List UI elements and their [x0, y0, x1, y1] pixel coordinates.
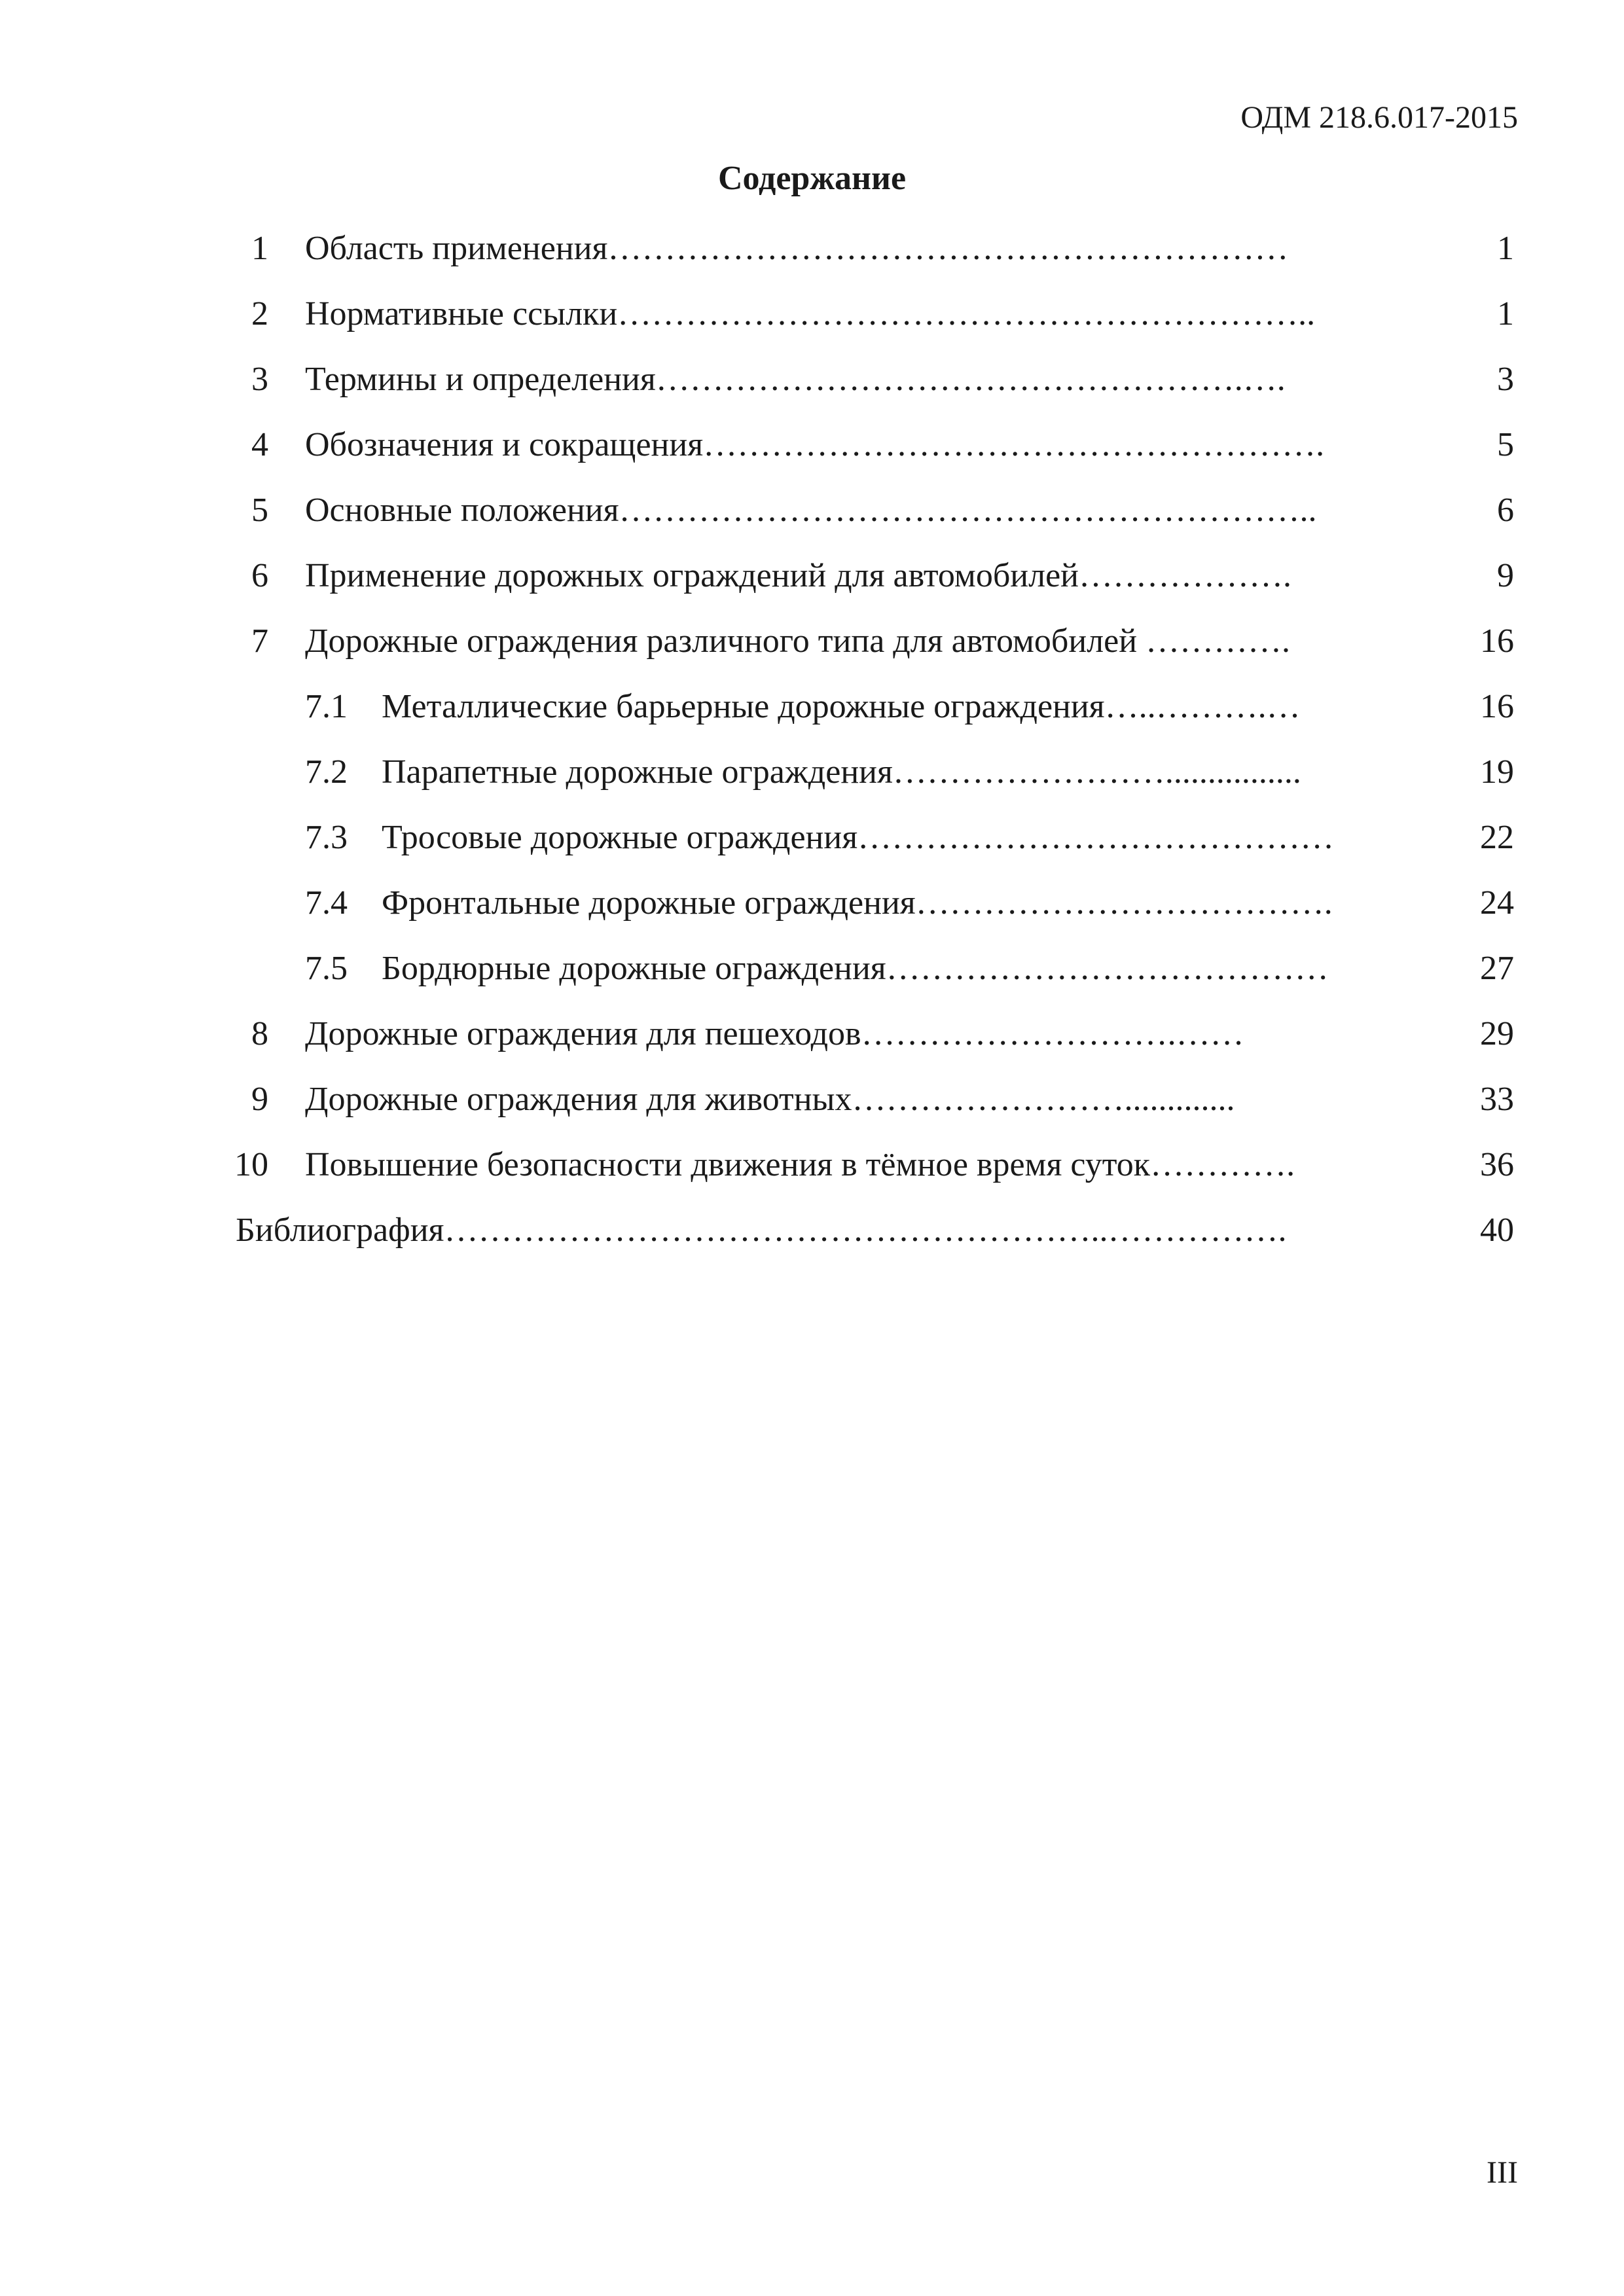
toc-entry-title: Термины и определения…………………………………………….….	[305, 361, 1286, 398]
toc-entry-10[interactable]	[0, 1132, 1624, 1198]
toc-entry-3[interactable]	[0, 347, 1624, 412]
toc-entry-5[interactable]	[0, 478, 1624, 543]
toc-entry-title: Дорожные ограждения для животных…………………….............	[305, 1081, 1235, 1118]
toc-entry-7-3[interactable]	[0, 805, 1624, 870]
toc-entry-title: Металлические барьерные дорожные ограждения…..……….…	[382, 688, 1301, 725]
toc-entry-6[interactable]	[0, 543, 1624, 609]
toc-entry-title: Повышение безопасности движения в тёмное время суток………….	[305, 1146, 1295, 1183]
toc-entry-title: Дорожные ограждения различного типа для автомобилей ………….	[305, 622, 1291, 660]
toc-entry-title: Нормативные ссылки……………………………………………………..	[305, 295, 1316, 332]
toc-entry-8[interactable]	[0, 1001, 1624, 1067]
toc-subentry-number: 7.5	[305, 950, 348, 987]
toc-entry-title: Бордюрные дорожные ограждения…………………………………	[382, 950, 1329, 987]
toc-entry-page: 16	[1480, 622, 1514, 660]
toc-entry-number: 8	[251, 1015, 268, 1052]
toc-entry-page: 36	[1480, 1146, 1514, 1183]
toc-entry-7[interactable]	[0, 609, 1624, 674]
toc-entry-page: 6	[1497, 492, 1514, 529]
toc-entry-page: 19	[1480, 753, 1514, 791]
document-code: ОДМ 218.6.017-2015	[1240, 100, 1518, 135]
toc-entry-page: 22	[1480, 819, 1514, 856]
toc-entry-title: Применение дорожных ограждений для автомобилей……………….	[305, 557, 1291, 594]
toc-entry-9[interactable]	[0, 1067, 1624, 1132]
toc-subentry-number: 7.1	[305, 688, 348, 725]
toc-title: Содержание	[717, 160, 907, 197]
toc-entry-title: Парапетные дорожные ограждения……………………................	[382, 753, 1301, 791]
toc-entry-7-2[interactable]	[0, 740, 1624, 805]
toc-entry-number: 5	[251, 492, 268, 529]
toc-entry-page: 27	[1480, 950, 1514, 987]
toc-entry-page: 1	[1497, 230, 1514, 267]
toc-subentry-number: 7.4	[305, 884, 348, 922]
toc-entry-1[interactable]	[0, 216, 1624, 281]
toc-entry-number: 3	[251, 361, 268, 398]
toc-entry-title: Фронтальные дорожные ограждения……………………………….	[382, 884, 1333, 922]
toc-entry-page: 1	[1497, 295, 1514, 332]
toc-entry-number: 7	[251, 622, 268, 660]
toc-entry-page: 33	[1480, 1081, 1514, 1118]
toc-subentry-number: 7.3	[305, 819, 348, 856]
toc-entry-7-5[interactable]	[0, 936, 1624, 1001]
toc-entry-number: 9	[251, 1081, 268, 1118]
toc-entry-title: Тросовые дорожные ограждения……………………………………	[382, 819, 1335, 856]
toc-entry-title: Библиография…………………………………………………..…………….	[236, 1211, 1287, 1249]
toc-entry-page: 3	[1497, 361, 1514, 398]
toc-entry-4[interactable]	[0, 412, 1624, 478]
toc-entry-number: 1	[251, 230, 268, 267]
toc-entry-page: 9	[1497, 557, 1514, 594]
toc-entry-7-4[interactable]	[0, 870, 1624, 936]
toc-entry-title: Обозначения и сокращения……………………………………………….	[305, 426, 1325, 463]
toc-entry-number: 10	[234, 1146, 268, 1183]
toc-entry-page: 16	[1480, 688, 1514, 725]
toc-entry-page: 40	[1480, 1211, 1514, 1249]
toc-entry-page: 24	[1480, 884, 1514, 922]
toc-entry-title: Основные положения……………………………………………………..	[305, 492, 1317, 529]
toc-entry-7-1[interactable]	[0, 674, 1624, 740]
toc-entry-2[interactable]	[0, 281, 1624, 347]
toc-entry-number: 4	[251, 426, 268, 463]
toc-entry-page: 29	[1480, 1015, 1514, 1052]
toc-entry-number: 2	[251, 295, 268, 332]
page-folio: III	[1487, 2155, 1518, 2190]
toc-entry-bibliography[interactable]	[0, 1198, 1624, 1263]
toc-entry-title: Область применения……………………………………………………	[305, 230, 1289, 267]
toc-entry-title: Дорожные ограждения для пешеходов……………………….……	[305, 1015, 1244, 1052]
toc-entry-number: 6	[251, 557, 268, 594]
toc-entry-page: 5	[1497, 426, 1514, 463]
toc-subentry-number: 7.2	[305, 753, 348, 791]
